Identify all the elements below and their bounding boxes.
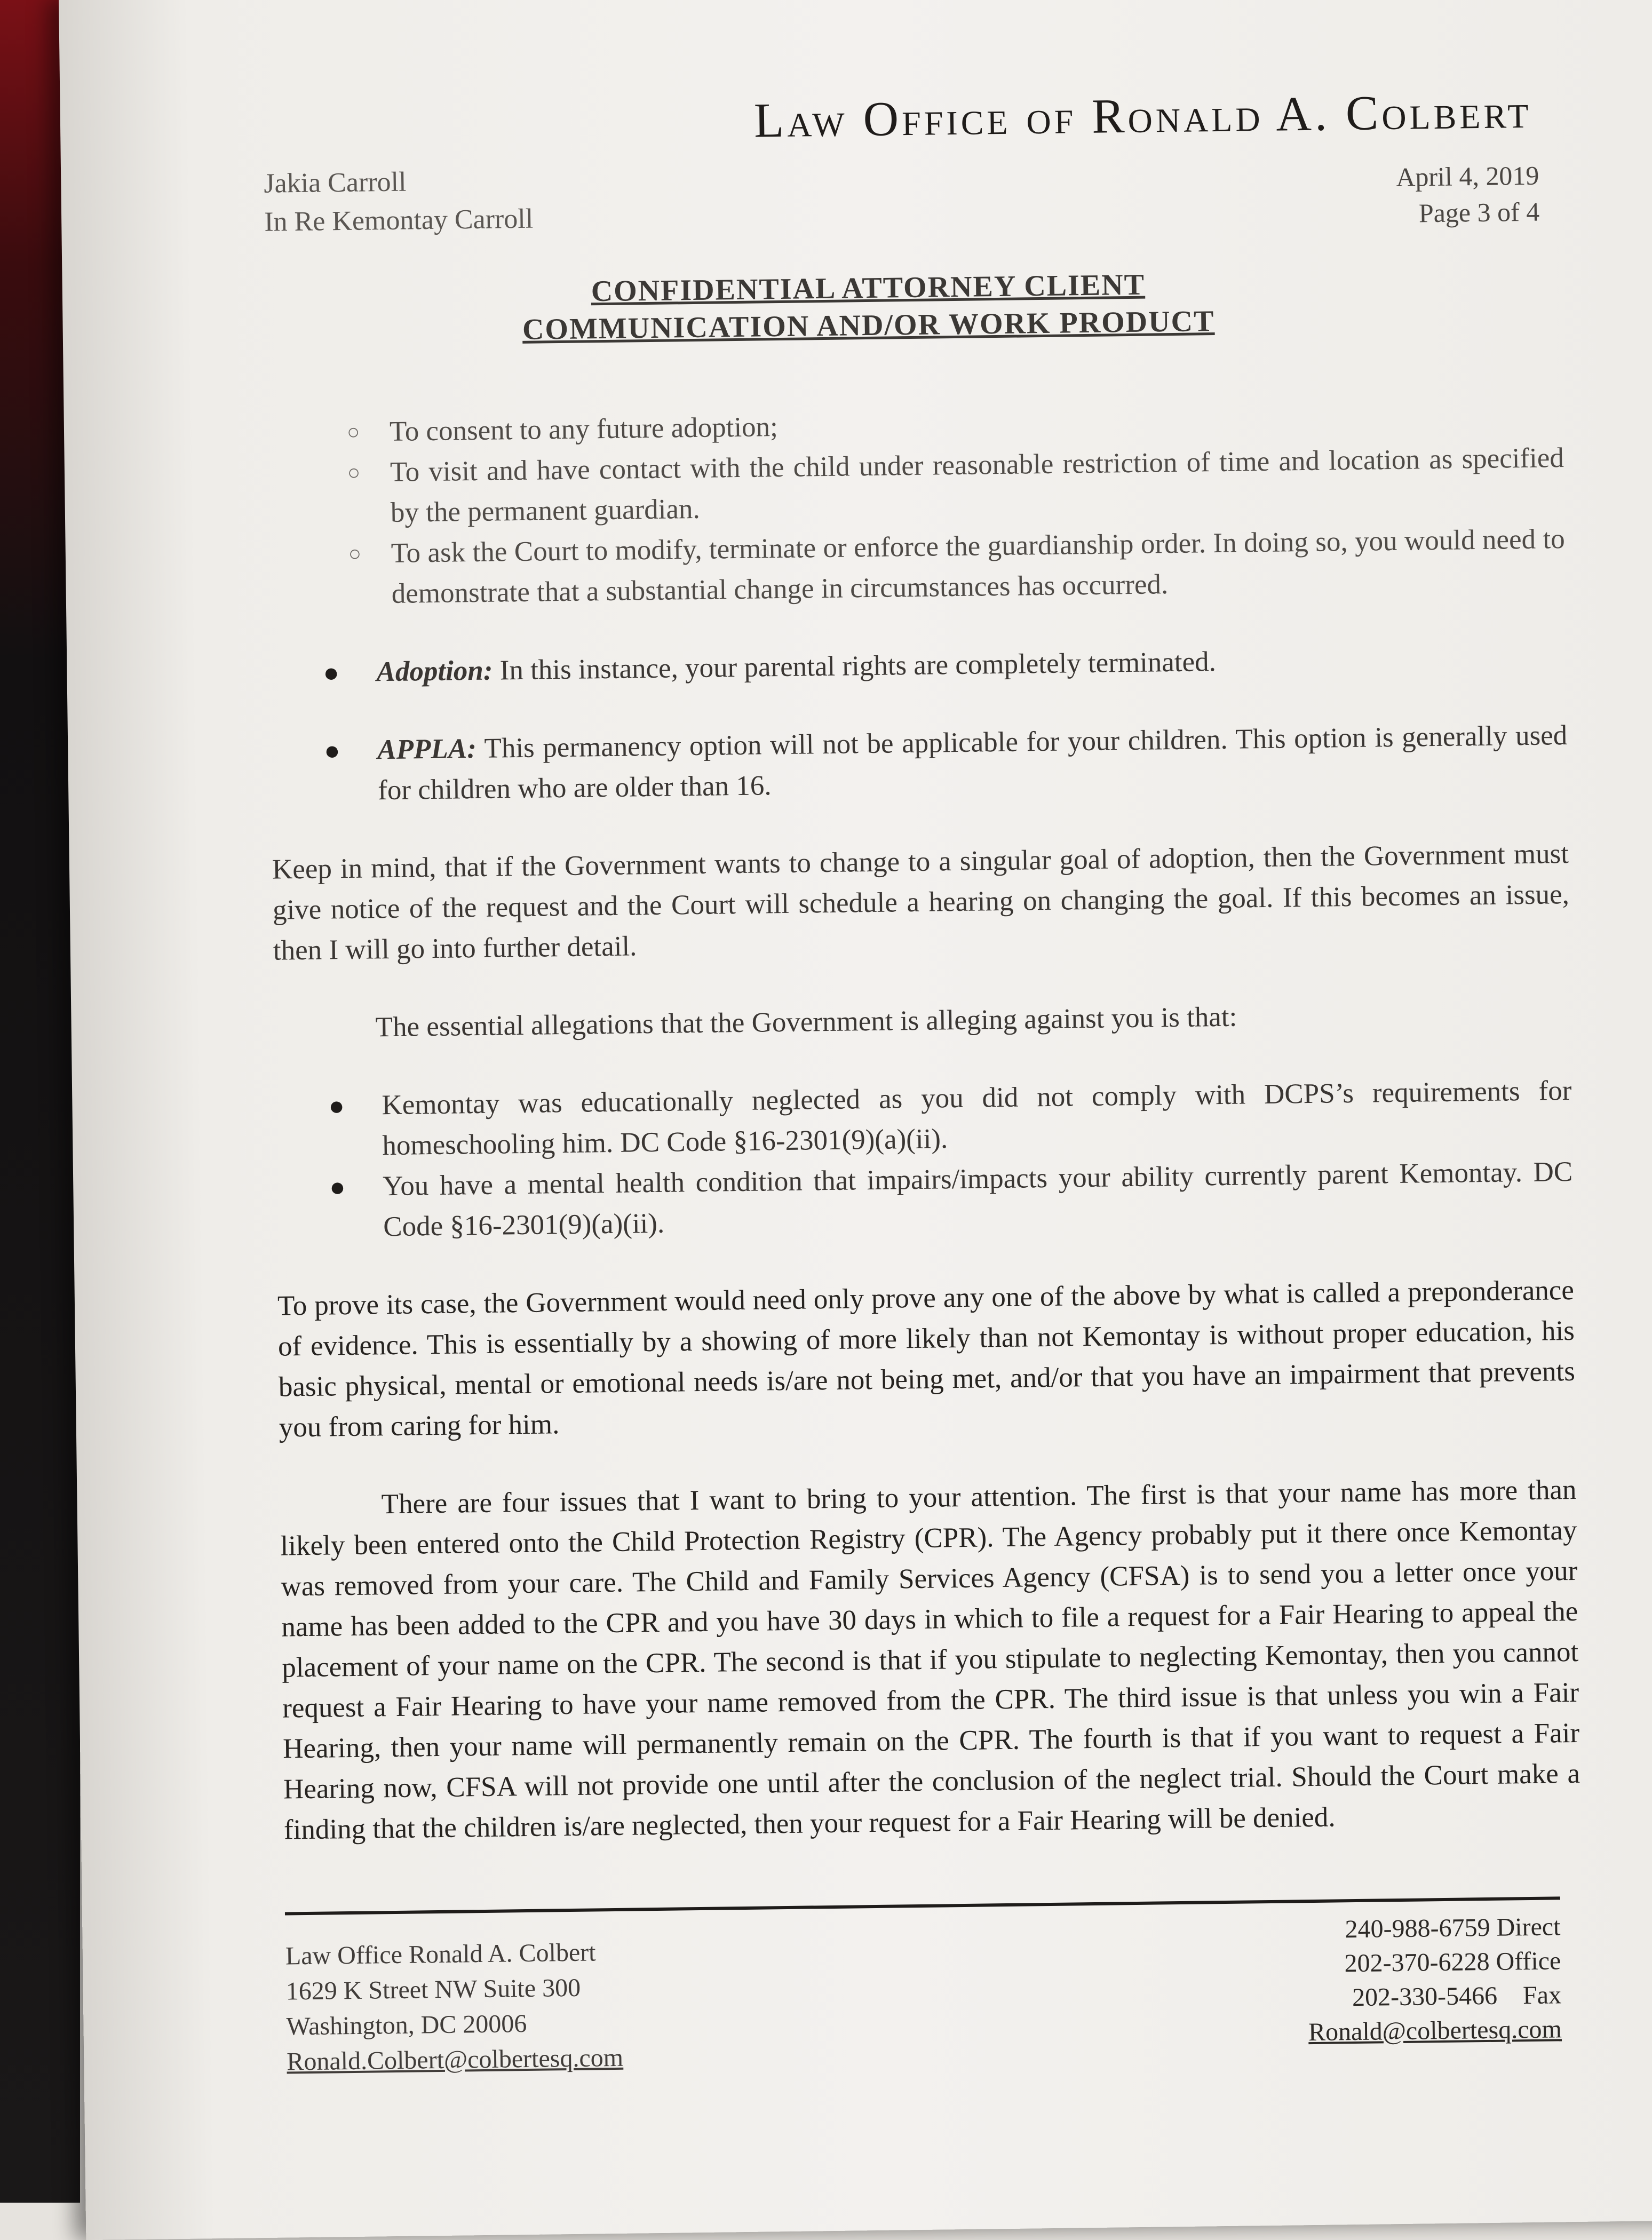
client-name: Jakia Carroll	[264, 166, 407, 199]
letter-meta	[1396, 157, 1540, 232]
footer-street: 1629 K Street NW Suite 300	[285, 1973, 581, 2006]
footer-contact	[1307, 1910, 1562, 2050]
circle-bullet-icon: ○	[348, 541, 362, 566]
allegations-list	[275, 1070, 1574, 1249]
paragraph-keep-in-mind: Keep in mind, that if the Government wants to change to a singular goal of adoption, then the Government must give notice of the request and the Court will schedule a hearing on changing the goal. If this becomes an issue, then I will go into further detail.	[272, 838, 1570, 966]
footer-email-left[interactable]: Ronald.Colbert@colbertesq.com	[287, 2043, 624, 2076]
footer-email-right[interactable]: Ronald@colbertesq.com	[1308, 2015, 1562, 2047]
confidential-line-1: CONFIDENTIAL ATTORNEY CLIENT	[591, 268, 1146, 308]
footer-firm: Law Office Ronald A. Colbert	[285, 1938, 596, 1971]
paragraph-allegations-intro: The essential allegations that the Government is alleging against you is that:	[375, 1001, 1237, 1043]
list-item: ○ To consent to any future adoption;	[390, 397, 1564, 452]
option-term: Adoption:	[376, 655, 493, 688]
circle-bullet-icon: ○	[347, 460, 361, 484]
circle-bullet-icon: ○	[346, 419, 360, 444]
confidential-notice	[62, 260, 1652, 354]
bullet-icon: ●	[328, 1091, 345, 1121]
list-item: ○ To visit and have contact with the child under reasonable restriction of time and location as specified by the permanent guardian.	[347, 442, 1564, 528]
phone-fax: 202-330-5466 Fax	[1352, 1981, 1562, 2012]
guardianship-rights-list	[267, 397, 1566, 616]
permanency-options-list	[269, 637, 1568, 812]
letter-body	[267, 397, 1581, 1850]
page-number: Page 3 of 4	[1418, 196, 1540, 228]
option-term: APPLA:	[377, 733, 477, 766]
paragraph-prove-case: To prove its case, the Government would need only prove any one of the above by what is called a preponderance of evidence. This is essentially by a showing of more likely than not Kemontay is without proper education, his basic physical, mental or emotional needs is/are not being met, and/or that you have an impairment that prevents you from caring for him.	[277, 1274, 1576, 1443]
bullet-icon: ●	[329, 1172, 346, 1202]
list-item: ○ To ask the Court to modify, terminate or enforce the guardianship order. In doing so, you would need to demonstrate that a substantial change in circumstances has occurred.	[348, 523, 1566, 609]
phone-direct: 240-988-6759 Direct	[1345, 1912, 1561, 1944]
matter-name: In Re Kemontay Carroll	[264, 203, 534, 237]
list-item	[323, 637, 1567, 692]
letter-date: April 4, 2019	[1395, 160, 1539, 192]
footer-address	[285, 1935, 624, 2080]
bullet-icon: ●	[323, 657, 340, 688]
footer-city: Washington, DC 20006	[286, 2009, 527, 2041]
letter-page	[59, 0, 1652, 2240]
list-item: ● Kemontay was educationally neglected as you did not comply with DCPS’s requirements for homeschooling him. DC Code §16-2301(9)(a)(ii).	[328, 1075, 1572, 1162]
list-item	[324, 715, 1568, 811]
firm-letterhead-title: Law Office of Ronald A. Colbert	[753, 83, 1532, 148]
paragraph-four-issues: There are four issues that I want to bring to your attention. The first is that your name has more than likely been entered onto the Child Protection Registry (CPR). The Agency probably put it there once Kemontay was removed from your care. The Child and Family Services Agency (CFSA) is to send you a letter once your name has been added to the CPR and you have 30 days in which to file a request for a Fair Hearing to appeal the placement of your name on the CPR. The second is that if you stipulate to neglecting Kemontay, then you cannot request a Fair Hearing to have your name removed from the CPR. The third issue is that unless you win a Fair Hearing, then your name will permanently remain on the CPR. The fourth is that if you want to request a Fair Hearing now, CFSA will not provide one until after the conclusion of the neglect trial. Should the Court make a finding that the children is/are neglected, then your request for a Fair Hearing will be denied.	[280, 1474, 1580, 1846]
option-text: This permanency option will not be applicable for your children. This option is generally used for children who are older than 16.	[377, 720, 1568, 806]
phone-office: 202-370-6228 Office	[1344, 1947, 1561, 1978]
client-reference	[264, 162, 534, 242]
list-item: ● You have a mental health condition that impairs/impacts your ability currently parent Kemontay. DC Code §16-2301(9)(a)(ii).	[329, 1156, 1573, 1243]
option-text: In this instance, your parental rights are completely terminated.	[493, 646, 1217, 686]
bullet-icon: ●	[324, 735, 340, 766]
confidential-line-2: COMMUNICATION AND/OR WORK PRODUCT	[522, 305, 1215, 346]
